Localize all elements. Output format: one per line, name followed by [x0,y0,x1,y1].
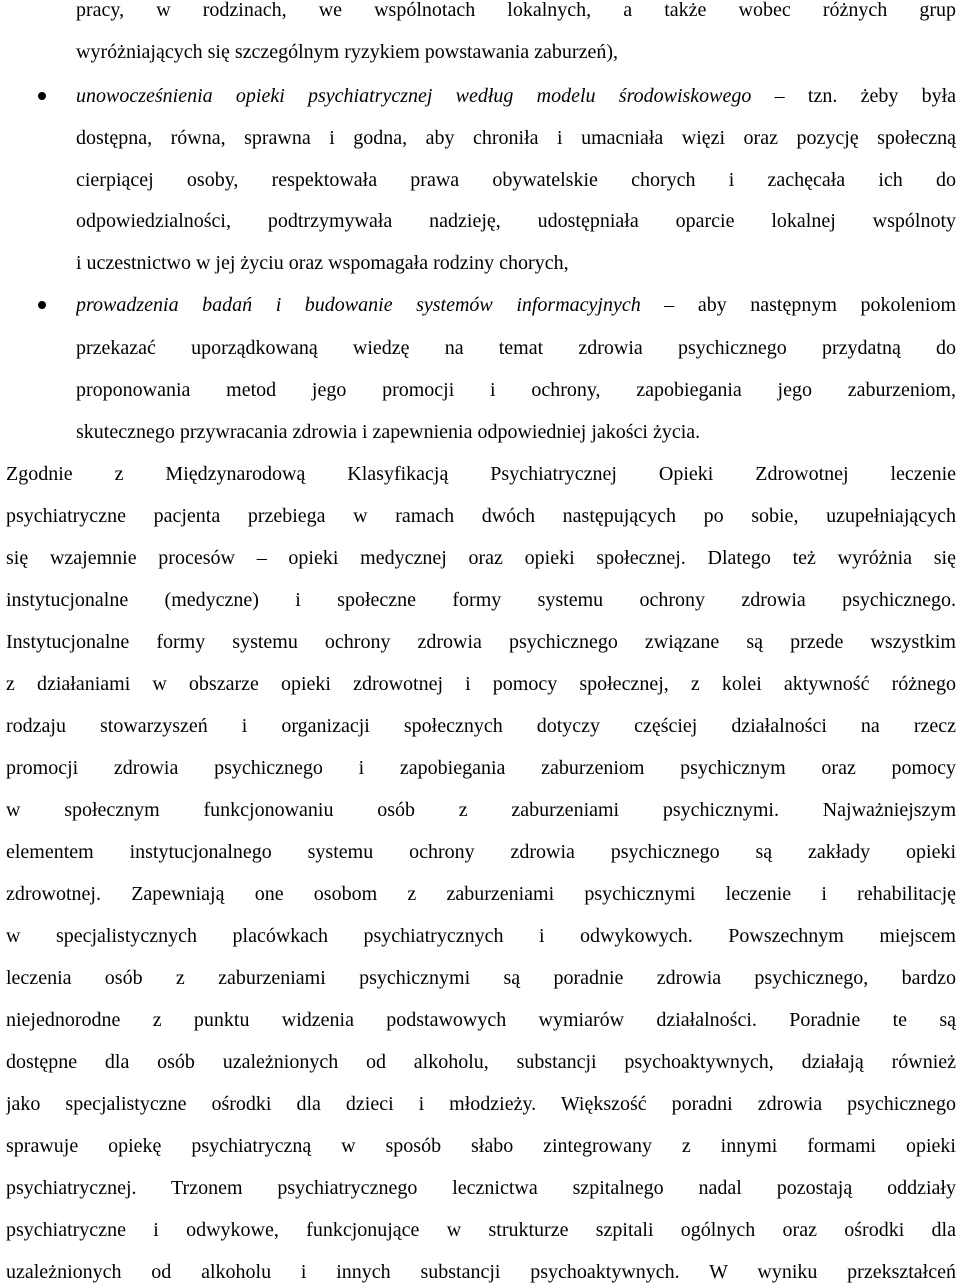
list-item-lead-line [76,293,956,317]
text-line: pracy, w rodzinach, we wspólnotach lokalnych, a także wobec różnych grup [76,0,956,21]
paragraph-line: psychiatrycznej. Trzonem psychiatrycznego lecznictwa szpitalnego nadal pozostają oddziały [6,1177,956,1199]
paragraph-line: uzależnionych od alkoholu i innych substancji psychoaktywnych. W wyniku przekształceń [6,1261,956,1283]
paragraph-line: w społecznym funkcjonowaniu osób z zaburzeniami psychicznymi. Najważniejszym [6,799,956,821]
paragraph-line: jako specjalistyczne ośrodki dla dzieci i młodzieży. Większość poradni zdrowia psychicznego [6,1093,956,1115]
paragraph-line: rodzaju stowarzyszeń i organizacji społecznych dotyczy częściej działalności na rzecz [6,715,956,737]
paragraph-line: psychiatryczne pacjenta przebiega w ramach dwóch następujących po sobie, uzupełniających [6,505,956,527]
paragraph-line: niejednorodne z punktu widzenia podstawowych wymiarów działalności. Poradnie te są [6,1009,956,1031]
list-item-lead-line [76,84,956,108]
paragraph-line: w specjalistycznych placówkach psychiatrycznych i odwykowych. Powszechnym miejscem [6,925,956,947]
paragraph-line: dostępne dla osób uzależnionych od alkoholu, substancji psychoaktywnych, działają również [6,1051,956,1073]
text-line: i uczestnictwo w jej życiu oraz wspomagała rodziny chorych, [76,252,569,274]
paragraph-line: z działaniami w obszarze opieki zdrowotnej i pomocy społecznej, z kolei aktywność różnego [6,673,956,695]
paragraph-line: Instytucjonalne formy systemu ochrony zdrowia psychicznego związane są przede wszystkim [6,631,956,653]
paragraph-line: się wzajemnie procesów – opieki medycznej oraz opieki społecznej. Dlatego też wyróżnia się [6,547,956,569]
text-line: dostępna, równa, sprawna i godna, aby chroniła i umacniała więzi oraz pozycję społeczną [76,127,956,149]
bullet-icon [38,301,46,309]
text-line: cierpiącej osoby, respektowała prawa obywatelskie chorych i zachęcała ich do [76,169,956,191]
paragraph-line: Zgodnie z Międzynarodową Klasyfikacją Psychiatrycznej Opieki Zdrowotnej leczenie [6,463,956,485]
list-item-italic-lead: unowocześnienia opieki psychiatrycznej według modelu środowiskowego [76,85,752,107]
paragraph-line: instytucjonalne (medyczne) i społeczne formy systemu ochrony zdrowia psychicznego. [6,589,956,611]
paragraph-line: sprawuje opiekę psychiatryczną w sposób słabo zintegrowany z innymi formami opieki [6,1135,956,1157]
list-item-italic-lead: prowadzenia badań i budowanie systemów informacyjnych [76,294,641,316]
paragraph-line: psychiatryczne i odwykowe, funkcjonujące w strukturze szpitali ogólnych oraz ośrodki dla [6,1219,956,1241]
text-line: odpowiedzialności, podtrzymywała nadzieję, udostępniała oparcie lokalnej wspólnoty [76,210,956,232]
bullet-icon [38,92,46,100]
paragraph-line: leczenia osób z zaburzeniami psychicznymi są poradnie zdrowia psychicznego, bardzo [6,967,956,989]
paragraph-line: zdrowotnej. Zapewniają one osobom z zaburzeniami psychicznymi leczenie i rehabilitację [6,883,956,905]
text-line: proponowania metod jego promocji i ochrony, zapobiegania jego zaburzeniom, [76,379,956,401]
list-item-text: – tzn. żeby była [751,85,956,107]
paragraph-line: elementem instytucjonalnego systemu ochrony zdrowia psychicznego są zakłady opieki [6,841,956,863]
text-line: przekazać uporządkowaną wiedzę na temat zdrowia psychicznego przydatną do [76,337,956,359]
text-line: wyróżniających się szczególnym ryzykiem powstawania zaburzeń), [76,41,618,63]
list-item-text: – aby następnym pokoleniom [640,294,956,316]
paragraph-line: promocji zdrowia psychicznego i zapobiegania zaburzeniom psychicznym oraz pomocy [6,757,956,779]
text-line: skutecznego przywracania zdrowia i zapewnienia odpowiedniej jakości życia. [76,421,701,443]
